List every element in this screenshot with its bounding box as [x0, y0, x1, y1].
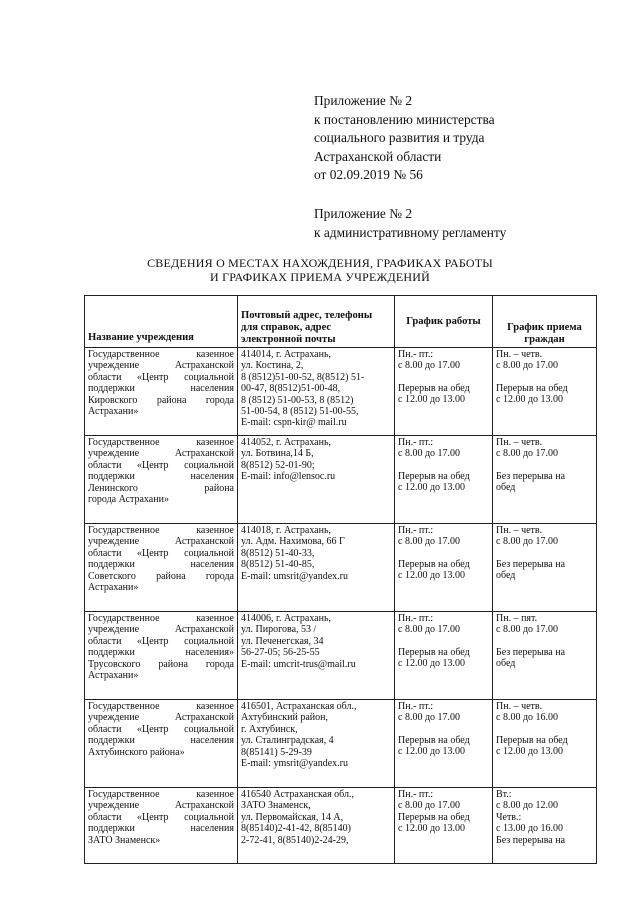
cell-line: 51-00-54, 8 (8512) 51-00-55,	[241, 406, 359, 418]
institution-name-cell	[85, 612, 238, 700]
address-cell	[238, 524, 395, 612]
cell-line: E-mail: cspn-kir@ mail.ru	[241, 417, 347, 429]
cell-line: Пн.- пт.:	[398, 789, 434, 800]
address-cell	[238, 436, 395, 524]
table-row	[85, 612, 597, 700]
cell-line: 00-47, 8(8512)51-00-48,	[241, 383, 341, 395]
cell-line: с 13.00 до 16.00	[496, 823, 564, 835]
cell-line: Пн.- пт.:	[398, 349, 434, 360]
cell-line: с 12.00 до 13.00	[398, 746, 466, 758]
cell-line: учреждение Астраханской	[88, 536, 234, 548]
table-row	[85, 348, 597, 436]
cell-line: Государственное казенное	[88, 701, 234, 712]
cell-line: области «Центр социальной	[88, 459, 234, 471]
appendix-block-2	[314, 205, 506, 242]
address-cell	[238, 348, 395, 436]
cell-line: с 8.00 до 17.00	[398, 360, 461, 372]
header-line: социального развития и труда	[314, 130, 485, 146]
cell-line: Астрахани»	[88, 670, 139, 682]
cell-line: Трусовского района города	[88, 658, 234, 670]
cell-line: Четв.:	[496, 811, 522, 823]
cell-line: Перерыв на обед	[398, 558, 470, 570]
cell-line: с 8.00 до 17.00	[496, 624, 559, 636]
work-schedule-cell	[395, 348, 493, 436]
appendix-block-1	[314, 92, 506, 185]
cell-line: области «Центр социальной	[88, 547, 234, 559]
cell-line: с 8.00 до 17.00	[496, 536, 559, 548]
column-header-reception-schedule: График приема граждан	[493, 296, 597, 348]
cell-line: ул. Пирогова, 53 /	[241, 624, 317, 636]
cell-line: Перерыв на обед	[398, 734, 470, 746]
cell-line: с 8.00 до 17.00	[398, 800, 461, 812]
cell-line: Пн. – четв.	[496, 349, 543, 360]
address-cell	[238, 788, 395, 864]
appendix-header	[314, 92, 506, 242]
cell-line: Пн.- пт.:	[398, 525, 434, 536]
cell-line: Перерыв на обед	[398, 646, 470, 658]
cell-line	[398, 460, 489, 471]
cell-line: обед	[496, 482, 516, 494]
work-schedule-cell	[395, 788, 493, 864]
cell-line	[496, 636, 593, 647]
cell-line	[496, 548, 593, 559]
cell-line: ул. Костина, 2,	[241, 360, 304, 372]
cell-line: 8 (8512) 51-00-53, 8 (8512)	[241, 394, 354, 406]
cell-line: поддержки населения	[88, 471, 234, 483]
reception-schedule-cell	[493, 524, 597, 612]
header-line: Приложение № 2	[314, 205, 413, 221]
cell-line: 414018, г. Астрахань,	[241, 525, 332, 536]
cell-line: Без перерыва на	[496, 834, 566, 846]
cell-line: E-mail: umcrit-trus@mail.ru	[241, 658, 356, 670]
cell-line: 8(85141) 5-29-39	[241, 746, 312, 758]
cell-line	[398, 372, 489, 383]
cell-line: с 8.00 до 17.00	[398, 712, 461, 724]
cell-line	[496, 724, 593, 735]
institutions-table	[84, 295, 597, 864]
cell-line: Астрахани»	[88, 406, 139, 418]
cell-line: с 8.00 до 12.00	[496, 800, 559, 812]
cell-line: E-mail: ymsrit@yandex.ru	[241, 758, 348, 770]
cell-line: с 8.00 до 16.00	[496, 712, 559, 724]
document-title	[0, 256, 640, 284]
cell-line: с 12.00 до 13.00	[398, 570, 466, 582]
cell-line: Перерыв на обед	[496, 734, 568, 746]
cell-line: Кировского района города	[88, 394, 234, 406]
cell-line: Советского района города	[88, 570, 234, 582]
cell-line: Вт.:	[496, 789, 512, 800]
cell-line: Без перерыва на	[496, 558, 566, 570]
cell-line: Пн. – четв.	[496, 525, 543, 536]
header-line: к постановлению министерства	[314, 111, 495, 127]
cell-line: ул. Ботвина,14 Б,	[241, 448, 314, 460]
cell-line: с 12.00 до 13.00	[398, 823, 466, 835]
cell-line: Пн.- пт.:	[398, 701, 434, 712]
cell-line: ул. Печенегская, 34	[241, 635, 324, 647]
address-cell	[238, 612, 395, 700]
institution-name-cell	[85, 524, 238, 612]
column-header-address: Почтовый адрес, телефоны для справок, адрес электронной почты	[238, 296, 395, 348]
cell-line: поддержки населения	[88, 735, 234, 747]
cell-line: поддержки населения»	[88, 647, 234, 659]
cell-line: ЗАТО Знаменск,	[241, 800, 311, 812]
cell-line: учреждение Астраханской	[88, 624, 234, 636]
reception-schedule-cell	[493, 612, 597, 700]
cell-line: Пн. – пят.	[496, 613, 538, 624]
cell-line: с 12.00 до 13.00	[398, 482, 466, 494]
reception-schedule-cell	[493, 700, 597, 788]
cell-line: области «Центр социальной	[88, 635, 234, 647]
work-schedule-cell	[395, 700, 493, 788]
cell-line: области «Центр социальной	[88, 371, 234, 383]
cell-line: Пн. – четв.	[496, 437, 543, 448]
cell-line: обед	[496, 658, 516, 670]
cell-line: поддержки населения	[88, 383, 234, 395]
cell-line: с 12.00 до 13.00	[496, 746, 564, 758]
cell-line: Астрахани»	[88, 582, 139, 594]
header-line: Астраханской области	[314, 148, 442, 164]
cell-line: ЗАТО Знаменск»	[88, 834, 161, 846]
cell-line: с 12.00 до 13.00	[496, 394, 564, 406]
cell-line: ул. Сталинградская, 4	[241, 735, 334, 747]
cell-line	[398, 636, 489, 647]
cell-line: Государственное казенное	[88, 789, 234, 800]
cell-line: E-mail: umsrit@yandex.ru	[241, 570, 348, 582]
header-line: Приложение № 2	[314, 93, 413, 108]
cell-line: Государственное казенное	[88, 525, 234, 536]
header-line: к административному регламенту	[314, 224, 507, 240]
cell-line: с 8.00 до 17.00	[398, 536, 461, 548]
cell-line: Пн.- пт.:	[398, 613, 434, 624]
cell-line: 8(8512) 51-40-33,	[241, 547, 315, 559]
cell-line: с 8.00 до 17.00	[398, 448, 461, 460]
cell-line: с 8.00 до 17.00	[496, 448, 559, 460]
cell-line: с 12.00 до 13.00	[398, 394, 466, 406]
cell-line: 8 (8512)51-00-52, 8(8512) 51-	[241, 371, 365, 383]
cell-line: Пн.- пт.:	[398, 437, 434, 448]
cell-line	[398, 548, 489, 559]
cell-line	[398, 724, 489, 735]
cell-line: области «Центр социальной	[88, 811, 234, 823]
table-row	[85, 700, 597, 788]
cell-line: Перерыв на обед	[496, 382, 568, 394]
cell-line: области «Центр социальной	[88, 723, 234, 735]
institution-name-cell	[85, 700, 238, 788]
cell-line: обед	[496, 570, 516, 582]
cell-line: 416501, Астраханская обл.,	[241, 701, 357, 712]
cell-line: E-mail: info@lensoc.ru	[241, 471, 336, 483]
address-cell	[238, 700, 395, 788]
cell-line: ул. Адм. Нахимова, 66 Г	[241, 536, 345, 548]
work-schedule-cell	[395, 612, 493, 700]
column-header-work-schedule: График работы	[395, 296, 493, 348]
cell-line: Без перерыва на	[496, 470, 566, 482]
cell-line: Перерыв на обед	[398, 382, 470, 394]
institution-name-cell	[85, 436, 238, 524]
cell-line: учреждение Астраханской	[88, 800, 234, 812]
cell-line: ул. Первомайская, 14 А,	[241, 811, 344, 823]
cell-line: Государственное казенное	[88, 437, 234, 448]
cell-line: Государственное казенное	[88, 613, 234, 624]
cell-line: Без перерыва на	[496, 646, 566, 658]
cell-line: учреждение Астраханской	[88, 712, 234, 724]
cell-line: 416540 Астраханская обл.,	[241, 789, 355, 800]
cell-line: с 8.00 до 17.00	[398, 624, 461, 636]
cell-line	[496, 372, 593, 383]
reception-schedule-cell	[493, 436, 597, 524]
cell-line: 56-27-05; 56-25-55	[241, 647, 320, 659]
cell-line: 414006, г. Астрахань,	[241, 613, 332, 624]
reception-schedule-cell	[493, 348, 597, 436]
cell-line	[496, 460, 593, 471]
title-line: И ГРАФИКАХ ПРИЕМА УЧРЕЖДЕНИЙ	[210, 270, 430, 284]
cell-line: 2-72-41, 8(85140)2-24-29,	[241, 834, 349, 846]
cell-line: 8(85140)2-41-42, 8(85140)	[241, 823, 351, 835]
title-line: СВЕДЕНИЯ О МЕСТАХ НАХОЖДЕНИЯ, ГРАФИКАХ РАБОТЫ	[147, 256, 493, 270]
table-header-row	[85, 296, 597, 348]
cell-line: поддержки населения	[88, 823, 234, 835]
cell-line: поддержки населения	[88, 559, 234, 571]
cell-line: 414052, г. Астрахань,	[241, 437, 332, 448]
cell-line: 414014, г. Астрахань,	[241, 349, 332, 360]
cell-line: Перерыв на обед	[398, 811, 470, 823]
table-row	[85, 436, 597, 524]
cell-line: города Астрахани»	[88, 494, 169, 506]
table-row	[85, 524, 597, 612]
table-row	[85, 788, 597, 864]
cell-line: Ленинского района	[88, 482, 234, 494]
cell-line: учреждение Астраханской	[88, 448, 234, 460]
cell-line: Государственное казенное	[88, 349, 234, 360]
cell-line: Ахтубинский район,	[241, 712, 329, 724]
cell-line: учреждение Астраханской	[88, 360, 234, 372]
cell-line: 8(8512) 52-01-90;	[241, 459, 315, 471]
cell-line: с 8.00 до 17.00	[496, 360, 559, 372]
cell-line: Ахтубинского района»	[88, 746, 185, 758]
work-schedule-cell	[395, 524, 493, 612]
work-schedule-cell	[395, 436, 493, 524]
header-line: от 02.09.2019 № 56	[314, 167, 423, 183]
cell-line: Пн. – четв.	[496, 701, 543, 712]
cell-line: 8(8512) 51-40-85,	[241, 559, 315, 571]
cell-line: с 12.00 до 13.00	[398, 658, 466, 670]
cell-line: г. Ахтубинск,	[241, 723, 298, 735]
cell-line: Перерыв на обед	[398, 470, 470, 482]
column-header-name: Название учреждения	[85, 296, 238, 348]
reception-schedule-cell	[493, 788, 597, 864]
institution-name-cell	[85, 348, 238, 436]
institution-name-cell	[85, 788, 238, 864]
